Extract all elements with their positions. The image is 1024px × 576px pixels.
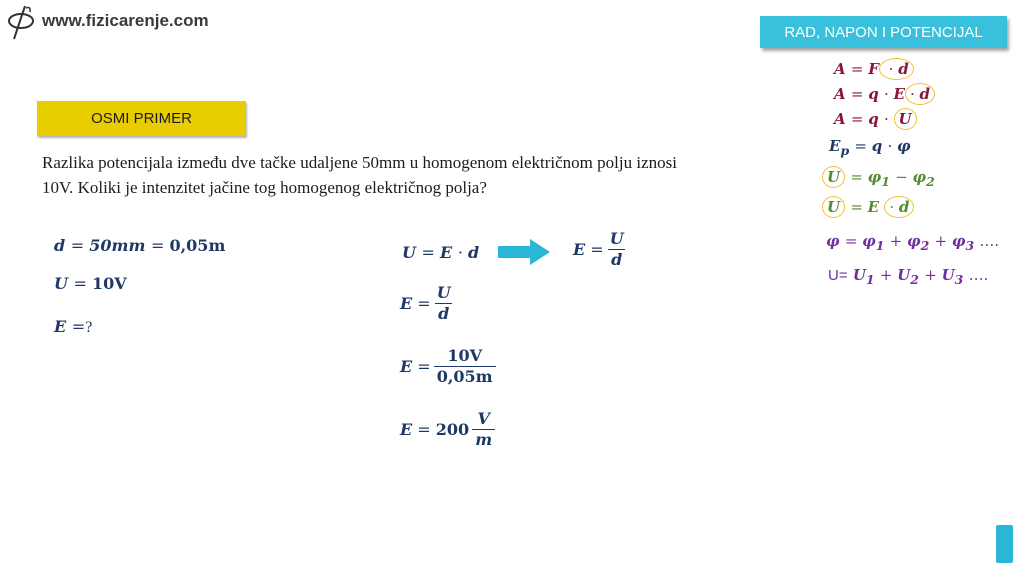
unknown-field: E =? [54, 317, 93, 336]
problem-line-2: 10V. Koliki je intenzitet jačine tog homogenog električnog polja? [42, 178, 487, 197]
formula-voltage-field: U = E · d [822, 198, 914, 216]
f3-lhs: A [834, 110, 846, 128]
right-arrow-icon [498, 239, 550, 265]
fizicarenje-logo-icon [6, 4, 38, 42]
step-2-lhs: E [400, 294, 413, 313]
formula-voltage-potential: $U = \varphi_1 - \varphi_2$ [822, 168, 935, 189]
f7-lhs: φ [826, 232, 840, 250]
derived-formula: E = $\frac{U}{d}$ [573, 229, 630, 270]
f1-b: d [898, 60, 909, 78]
var-e: E [54, 317, 67, 336]
result-denominator: d [608, 249, 625, 270]
given-distance: d = 50mm = 0,05m [54, 236, 226, 255]
f2-lhs: A [834, 85, 846, 103]
f5-b-sub: 2 [926, 174, 935, 189]
f1-a: F [868, 60, 879, 78]
step-1-d: d [467, 243, 480, 262]
f4-sub: p [840, 143, 850, 158]
f7-s3: 3 [965, 238, 975, 253]
f8-tail: …. [968, 266, 989, 284]
f2-c: d [919, 85, 930, 103]
step-4-lhs: E [400, 420, 413, 439]
f1-lhs: A [834, 60, 846, 78]
step-3-numerator: 10V [447, 346, 482, 365]
f8-prefix: U= [828, 267, 848, 284]
f8-u1: U [852, 266, 866, 284]
formula-work-voltage: A = q · U [834, 110, 917, 128]
step-1-lhs: U [402, 243, 416, 262]
problem-statement [42, 150, 762, 200]
step-1-formula: U = E · d [402, 243, 480, 262]
step-3-fraction [434, 346, 496, 387]
step-4-result: E = 200 $\frac{V}{m}$ [400, 409, 498, 450]
given-voltage: U = 10V [54, 274, 127, 293]
f7-s1: 1 [875, 238, 885, 253]
f2-a: q [868, 85, 879, 103]
f8-s3: 3 [954, 272, 964, 287]
result-fraction [607, 229, 627, 270]
step-2-numerator: U [436, 283, 451, 302]
final-value: 200 [435, 420, 470, 439]
f7-tail: …. [979, 232, 1000, 250]
formula-work-force: A = F · d [834, 60, 914, 78]
formula-work-field: A = q · E · d [834, 85, 935, 103]
f5-a-sub: 1 [881, 174, 890, 189]
f4-b: φ [897, 137, 911, 155]
var-d: d [54, 236, 66, 255]
formula-potential-sum: $\varphi = \varphi_1 + \varphi_2 + \varphi_3$ …. [826, 232, 1000, 253]
result-lhs: E [573, 240, 586, 259]
f3-a: q [868, 110, 879, 128]
unknown-mark: ? [85, 319, 93, 336]
unit-denominator: m [472, 429, 495, 450]
f3-b: U [894, 108, 917, 130]
site-url[interactable]: www.fizicarenje.com [42, 11, 209, 30]
voltage-value: 10V [92, 274, 127, 293]
step-2-denominator: d [435, 303, 452, 324]
step-3-lhs: E [400, 357, 413, 376]
step-1-e: E [440, 243, 453, 262]
f8-s1: 1 [865, 272, 875, 287]
f2-b: E [893, 85, 905, 103]
f5-b: φ [912, 168, 927, 186]
step-2-formula: E = $\frac{U}{d}$ [400, 283, 457, 324]
f7-s2: 2 [920, 238, 930, 253]
step-3-denominator: 0,05m [434, 366, 496, 387]
result-numerator: U [609, 229, 624, 248]
scroll-indicator[interactable] [996, 525, 1013, 563]
f5-a: φ [867, 168, 882, 186]
final-unit-fraction [472, 409, 495, 450]
var-u: U [54, 274, 68, 293]
distance-converted: 0,05m [169, 236, 226, 255]
f5-lhs: U [822, 166, 845, 188]
topic-banner: RAD, NAPON I POTENCIJAL [760, 16, 1007, 48]
step-3-formula: E = $\frac{10V}{0,05m}$ [400, 346, 499, 387]
f4-lhs: E [829, 137, 841, 155]
distance-value: 50mm [89, 236, 146, 255]
f8-s2: 2 [910, 272, 919, 287]
f4-a: q [871, 137, 883, 155]
f6-lhs: U [822, 196, 845, 218]
unit-numerator: V [477, 409, 490, 428]
formula-voltage-sum: $U= U_1 + U_2 + U_3$ …. [828, 266, 989, 287]
example-title: OSMI PRIMER [37, 101, 246, 136]
step-2-fraction [434, 283, 454, 324]
formula-potential-energy: $E_p = q \cdot \varphi$ [829, 137, 911, 158]
f6-b: d [898, 198, 910, 216]
f6-a: E [867, 198, 880, 216]
problem-line-1: Razlika potencijala između dve tačke udaljene 50mm u homogenom električnom polju iznosi [42, 153, 677, 172]
